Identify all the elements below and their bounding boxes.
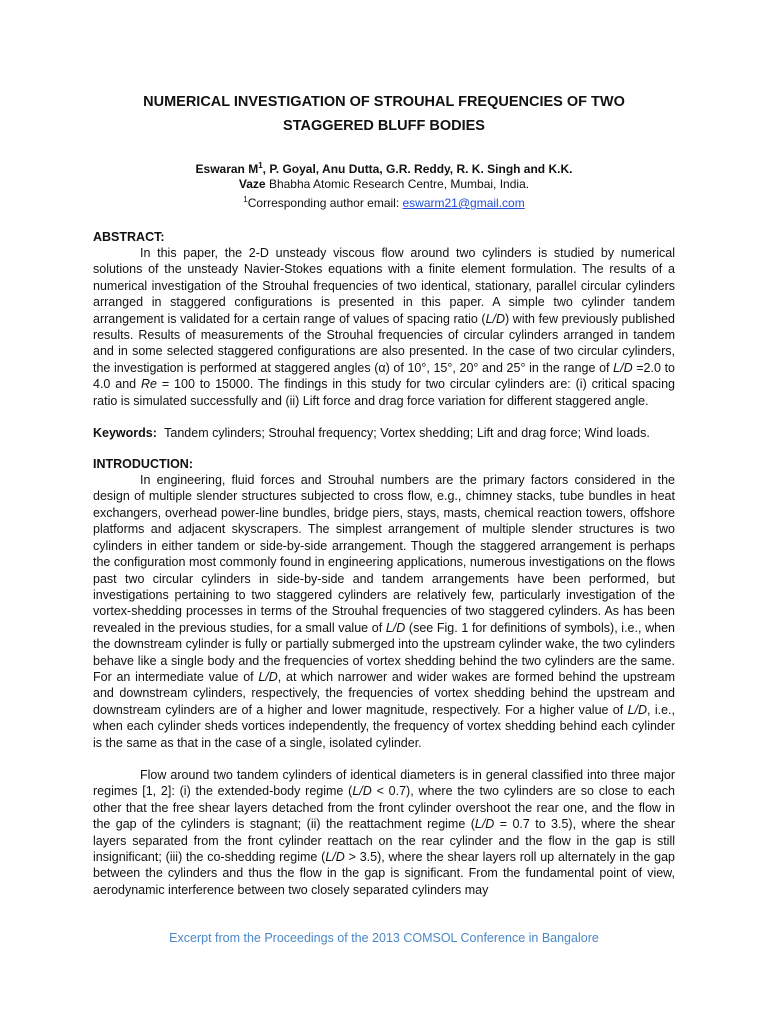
text-run: , i.e., when each cylinder sheds vortices independently, the frequency of vortex shedding behind each cylinder is the same as that in the case of a single, isolated cylinder.: [93, 702, 675, 750]
italic-run: L/D: [627, 702, 648, 717]
introduction-heading: INTRODUCTION:: [93, 457, 193, 472]
italic-run: L/D: [325, 850, 345, 864]
abstract-heading: ABSTRACT:: [93, 230, 165, 244]
text-run: , at which narrower and wider wakes are formed behind the upstream and downstream cylinders, respectively, the frequencies of vortex shedding behind the upstream and downstream cylinders are of a higher and lower magnitude, respectively. For a higher value of: [93, 669, 675, 717]
author-last: Vaze: [238, 177, 266, 191]
italic-run: L/D: [485, 311, 506, 326]
email-label: Corresponding author email:: [247, 196, 403, 210]
italic-run: Re: [141, 377, 157, 392]
text-run: = 100 to 15000. The findings in this study for two circular cylinders are: (i) critical spacing ratio is simulated successfully and (ii) Lift force and drag force variation for different staggered angle.: [93, 377, 675, 408]
keywords-label: Keywords:: [93, 426, 157, 441]
paper-body: [93, 90, 675, 898]
italic-run: L/D: [613, 360, 633, 375]
paper-title: [93, 90, 675, 138]
author-rest: , P. Goyal, Anu Dutta, G.R. Reddy, R. K. Singh and K.K.: [262, 162, 573, 176]
keywords-text: Tandem cylinders; Strouhal frequency; Vortex shedding; Lift and drag force; Wind loads.: [164, 426, 650, 441]
text-run: In engineering, fluid forces and Strouhal numbers are the primary factors considered in the design of multiple slender structures subjected to cross flow, e.g., chimney stacks, tube bundles in heat exchangers, overhead power-line bundles, bridge piers, stays, masts, chemical reaction towers, offshore platforms and adjacent skyscrapers. The simplest arrangement of multiple slender structures is two cylinders in either tandem or side-by-side arrangement. Though the staggered arrangement is perhaps the configuration most commonly found in engineering applications, numerous investigations on the flows past two circular cylinders in side-by-side and tandem arrangements have been performed, but investigations pertaining to two staggered cylinders are relatively few, particularly investigation of the vortex-shedding processes in terms of the Strouhal frequencies of two staggered cylinders. As has been revealed in the previous studies, for a small value of: [93, 473, 675, 635]
text-run: In this paper, the 2-D unsteady viscous flow around two cylinders is studied by numerical solutions of the unsteady Navier-Stokes equations with a finite element formulation. The results of a numerical investigation of the Strouhal frequencies of two identical, stationary, parallel circular cylinders arranged in staggered configurations is presented in this paper. A simple two cylinder tandem arrangement is validated for a certain range of values of spacing ratio (: [93, 246, 675, 326]
abstract-paragraph: [93, 245, 675, 409]
keywords-line: [93, 425, 675, 441]
affiliation: Bhabha Atomic Research Centre, Mumbai, India.: [265, 177, 530, 191]
text-run: Flow around two tandem cylinders of identical diameters is in general classified into three major regimes [1, 2]: (i) the extended-body regime (: [93, 767, 675, 799]
title-line-1: NUMERICAL INVESTIGATION OF STROUHAL FREQUENCIES OF TWO: [143, 94, 625, 110]
italic-run: L/D: [258, 669, 278, 684]
email-superscript: 1: [243, 195, 248, 204]
email-link[interactable]: eswarm21@gmail.com: [402, 196, 525, 210]
introduction-paragraph-1: [93, 472, 675, 751]
title-line-2: STAGGERED BLUFF BODIES: [283, 118, 485, 134]
author-superscript: 1: [258, 161, 263, 170]
italic-run: L/D: [352, 784, 372, 799]
author-first: Eswaran M: [195, 162, 259, 176]
text-run: (see Fig. 1 for definitions of symbols), i.e., when the downstream cylinder is fully or partially submerged into the upstream cylinder wake, the two cylinders behave like a single body and the frequencies of vortex shedding behind the two cylinders are the same. For an intermediate value of: [93, 620, 675, 684]
italic-run: L/D: [385, 620, 406, 635]
text-run: ) with few previously published results. Results of measurements of the Strouhal frequencies of circular cylinders arranged in tandem and in some selected staggered configurations are also presented. In the case of two circular cylinders, the investigation is performed at staggered angles (α) of 10°, 15°, 20° and 25° in the range of: [93, 311, 675, 375]
author-list: [93, 162, 675, 192]
introduction-paragraph-2: [93, 767, 675, 898]
italic-run: L/D: [474, 817, 495, 832]
text-run: > 3.5), where the shear layers roll up alternately in the gap between the cylinders and thus the flow in the gap is significant. From the fundamental point of view, aerodynamic interference between two closely separated cylinders may: [93, 850, 675, 897]
text-run: = 0.7 to 3.5), where the shear layers separated from the front cylinder reattach on the rear cylinder and the flow in the gap is still insignificant; (iii) the co-shedding regime (: [93, 817, 675, 864]
corresponding-author: [93, 195, 675, 212]
text-run: < 0.7), where the two cylinders are so close to each other that the free shear layers detached from the front cylinder overshoot the rear one, and the flow in the gap of the cylinders is stagnant; (ii) the reattachment regime (: [93, 784, 675, 832]
text-run: =2.0 to 4.0 and: [93, 360, 675, 392]
proceedings-footer: Excerpt from the Proceedings of the 2013 COMSOL Conference in Bangalore: [169, 931, 599, 945]
